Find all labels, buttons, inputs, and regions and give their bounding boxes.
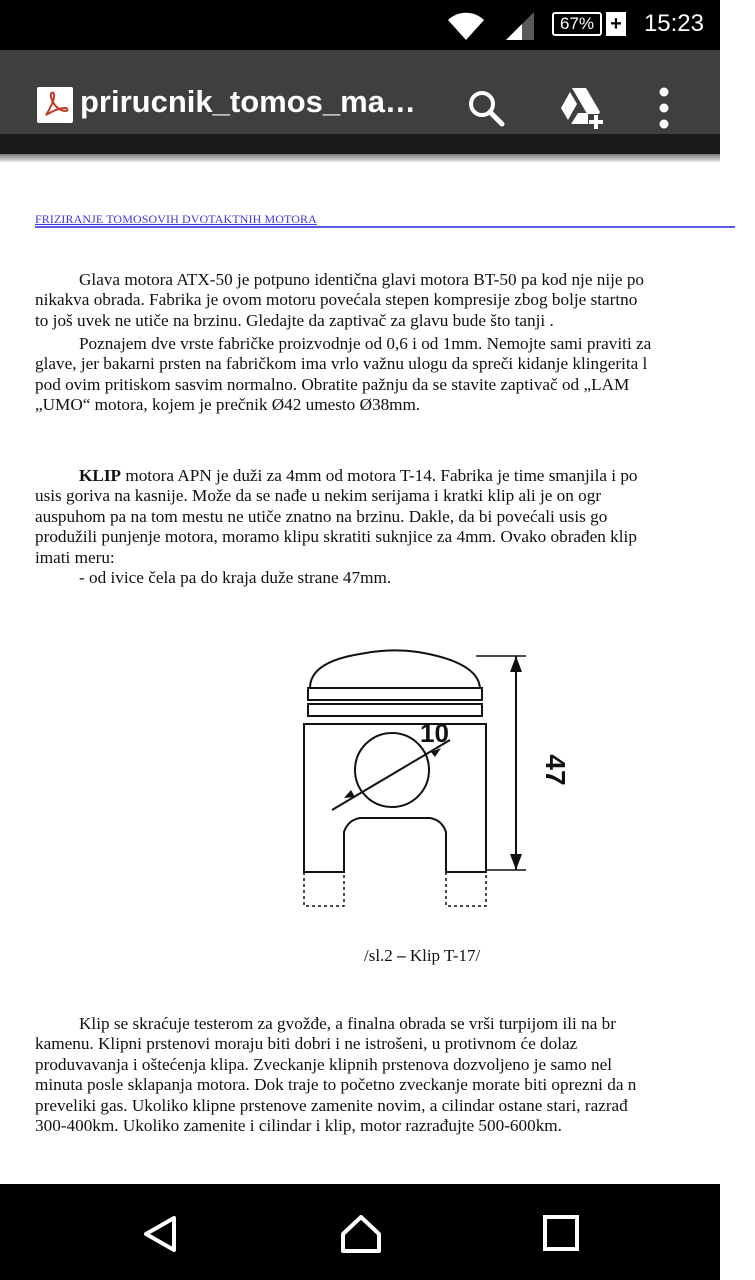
paragraph-skracivanje — [35, 1014, 755, 1136]
search-icon[interactable] — [466, 88, 506, 133]
paragraph-zaptivac — [35, 334, 755, 416]
navigation-bar — [0, 1184, 720, 1280]
text-line: to još uvek ne utiče na brzinu. Gledajte da zaptivač za glavu bude što tanji . — [35, 310, 554, 330]
text-line: pod ovim pritiskom sasvim normalno. Obratite pažnju da se stavite zaptivač od „LAM — [35, 374, 630, 394]
text-line: Poznajem dve vrste fabričke proizvodnje od 0,6 i od 1mm. Nemojte sami praviti za — [79, 334, 652, 353]
document-title: prirucnik_tomos_ma… — [80, 84, 416, 119]
klip-bold: KLIP — [79, 466, 122, 485]
overflow-menu-icon[interactable] — [656, 86, 672, 135]
text-line — [35, 466, 755, 486]
caption-prefix: /sl.2 — [364, 946, 398, 965]
pdf-page[interactable] — [0, 162, 720, 1184]
text-line: produžili punjenje motora, moramo klipu skratiti suknjice za 4mm. Ovako obrađen klip — [35, 527, 637, 547]
battery-indicator — [552, 10, 626, 38]
signal-icon — [504, 10, 536, 47]
paragraph-glava — [35, 270, 755, 331]
piston-diagram — [290, 644, 571, 939]
pdf-icon — [37, 87, 73, 123]
text-line: imati meru: — [35, 547, 115, 567]
text-line: nikakva obrada. Fabrika je ovom motoru povećala stepen kompresije zbog bolje startno — [35, 290, 638, 310]
text-span: motora APN je duži za 4mm od motora T-14. Fabrika je time smanjila i po — [121, 466, 638, 485]
text-line: preveliki gas. Ukoliko klipne prstenove zamenite novim, a cilindar ostane stari, razrađ — [35, 1095, 628, 1115]
text-line: Klip se skraćuje testerom za gvožđe, a finalna obrada se vrši turpijom ili na br — [79, 1014, 616, 1033]
app-toolbar — [0, 50, 720, 134]
recents-icon[interactable] — [542, 1214, 580, 1257]
back-icon[interactable] — [140, 1214, 180, 1259]
text-line: 300-400km. Ukoliko zamenite i cilindar i klip, motor razrađujte 500-600km. — [35, 1116, 562, 1136]
drive-add-icon[interactable] — [558, 86, 606, 137]
page-top-edge — [0, 154, 720, 162]
text-line: - od ivice čela pa do kraja duže strane 47mm. — [79, 568, 392, 588]
text-line: Glava motora ATX-50 je potpuno identična glavi motora BT-50 pa kod nje nije po — [79, 270, 645, 289]
text-line: glave, jer bakarni prsten na fabričkom ima vrlo važnu ulogu da spreči kidanje klingerita l — [35, 354, 648, 374]
length-label: 47 — [540, 754, 571, 786]
paragraph-klip — [35, 466, 755, 588]
text-line: kamenu. Klipni prstenovi moraju biti dobri i ne istrošeni, u protivnom će dolaz — [35, 1034, 578, 1054]
header-rule — [35, 226, 735, 228]
status-bar — [0, 0, 720, 50]
battery-level: 67% — [552, 12, 602, 36]
home-icon[interactable] — [340, 1214, 382, 1259]
charging-icon: + — [606, 12, 626, 36]
text-line: minuta posle sklapanja motora. Dok traje to početno zveckanje morate biti oprezni da n — [35, 1075, 637, 1095]
text-line: auspuhom pa na tom mestu ne utiče znatno na brzinu. Dakle, da bi povećali usis go — [35, 506, 608, 526]
text-line: produvavanja i oštećenja klipa. Zveckanje klipnih prstenova dozvoljeno je samo nel — [35, 1054, 613, 1074]
clock: 15:23 — [643, 10, 704, 37]
wifi-icon — [446, 10, 486, 47]
figure-caption — [364, 946, 480, 966]
diameter-label: 10 — [420, 718, 449, 748]
toolbar-shadow — [0, 134, 720, 154]
caption-dash: – — [397, 946, 406, 965]
text-line: usis goriva na kasnije. Može da se nađe u nekim serijama i kratki klip ali je on ogr — [35, 486, 602, 506]
text-line: „UMO“ motora, kojem je prečnik Ø42 umesto Ø38mm. — [35, 395, 421, 415]
caption-suffix: Klip T-17/ — [405, 946, 481, 965]
running-header: FRIZIRANJE TOMOSOVIH DVOTAKTNIH MOTORA — [35, 212, 317, 226]
